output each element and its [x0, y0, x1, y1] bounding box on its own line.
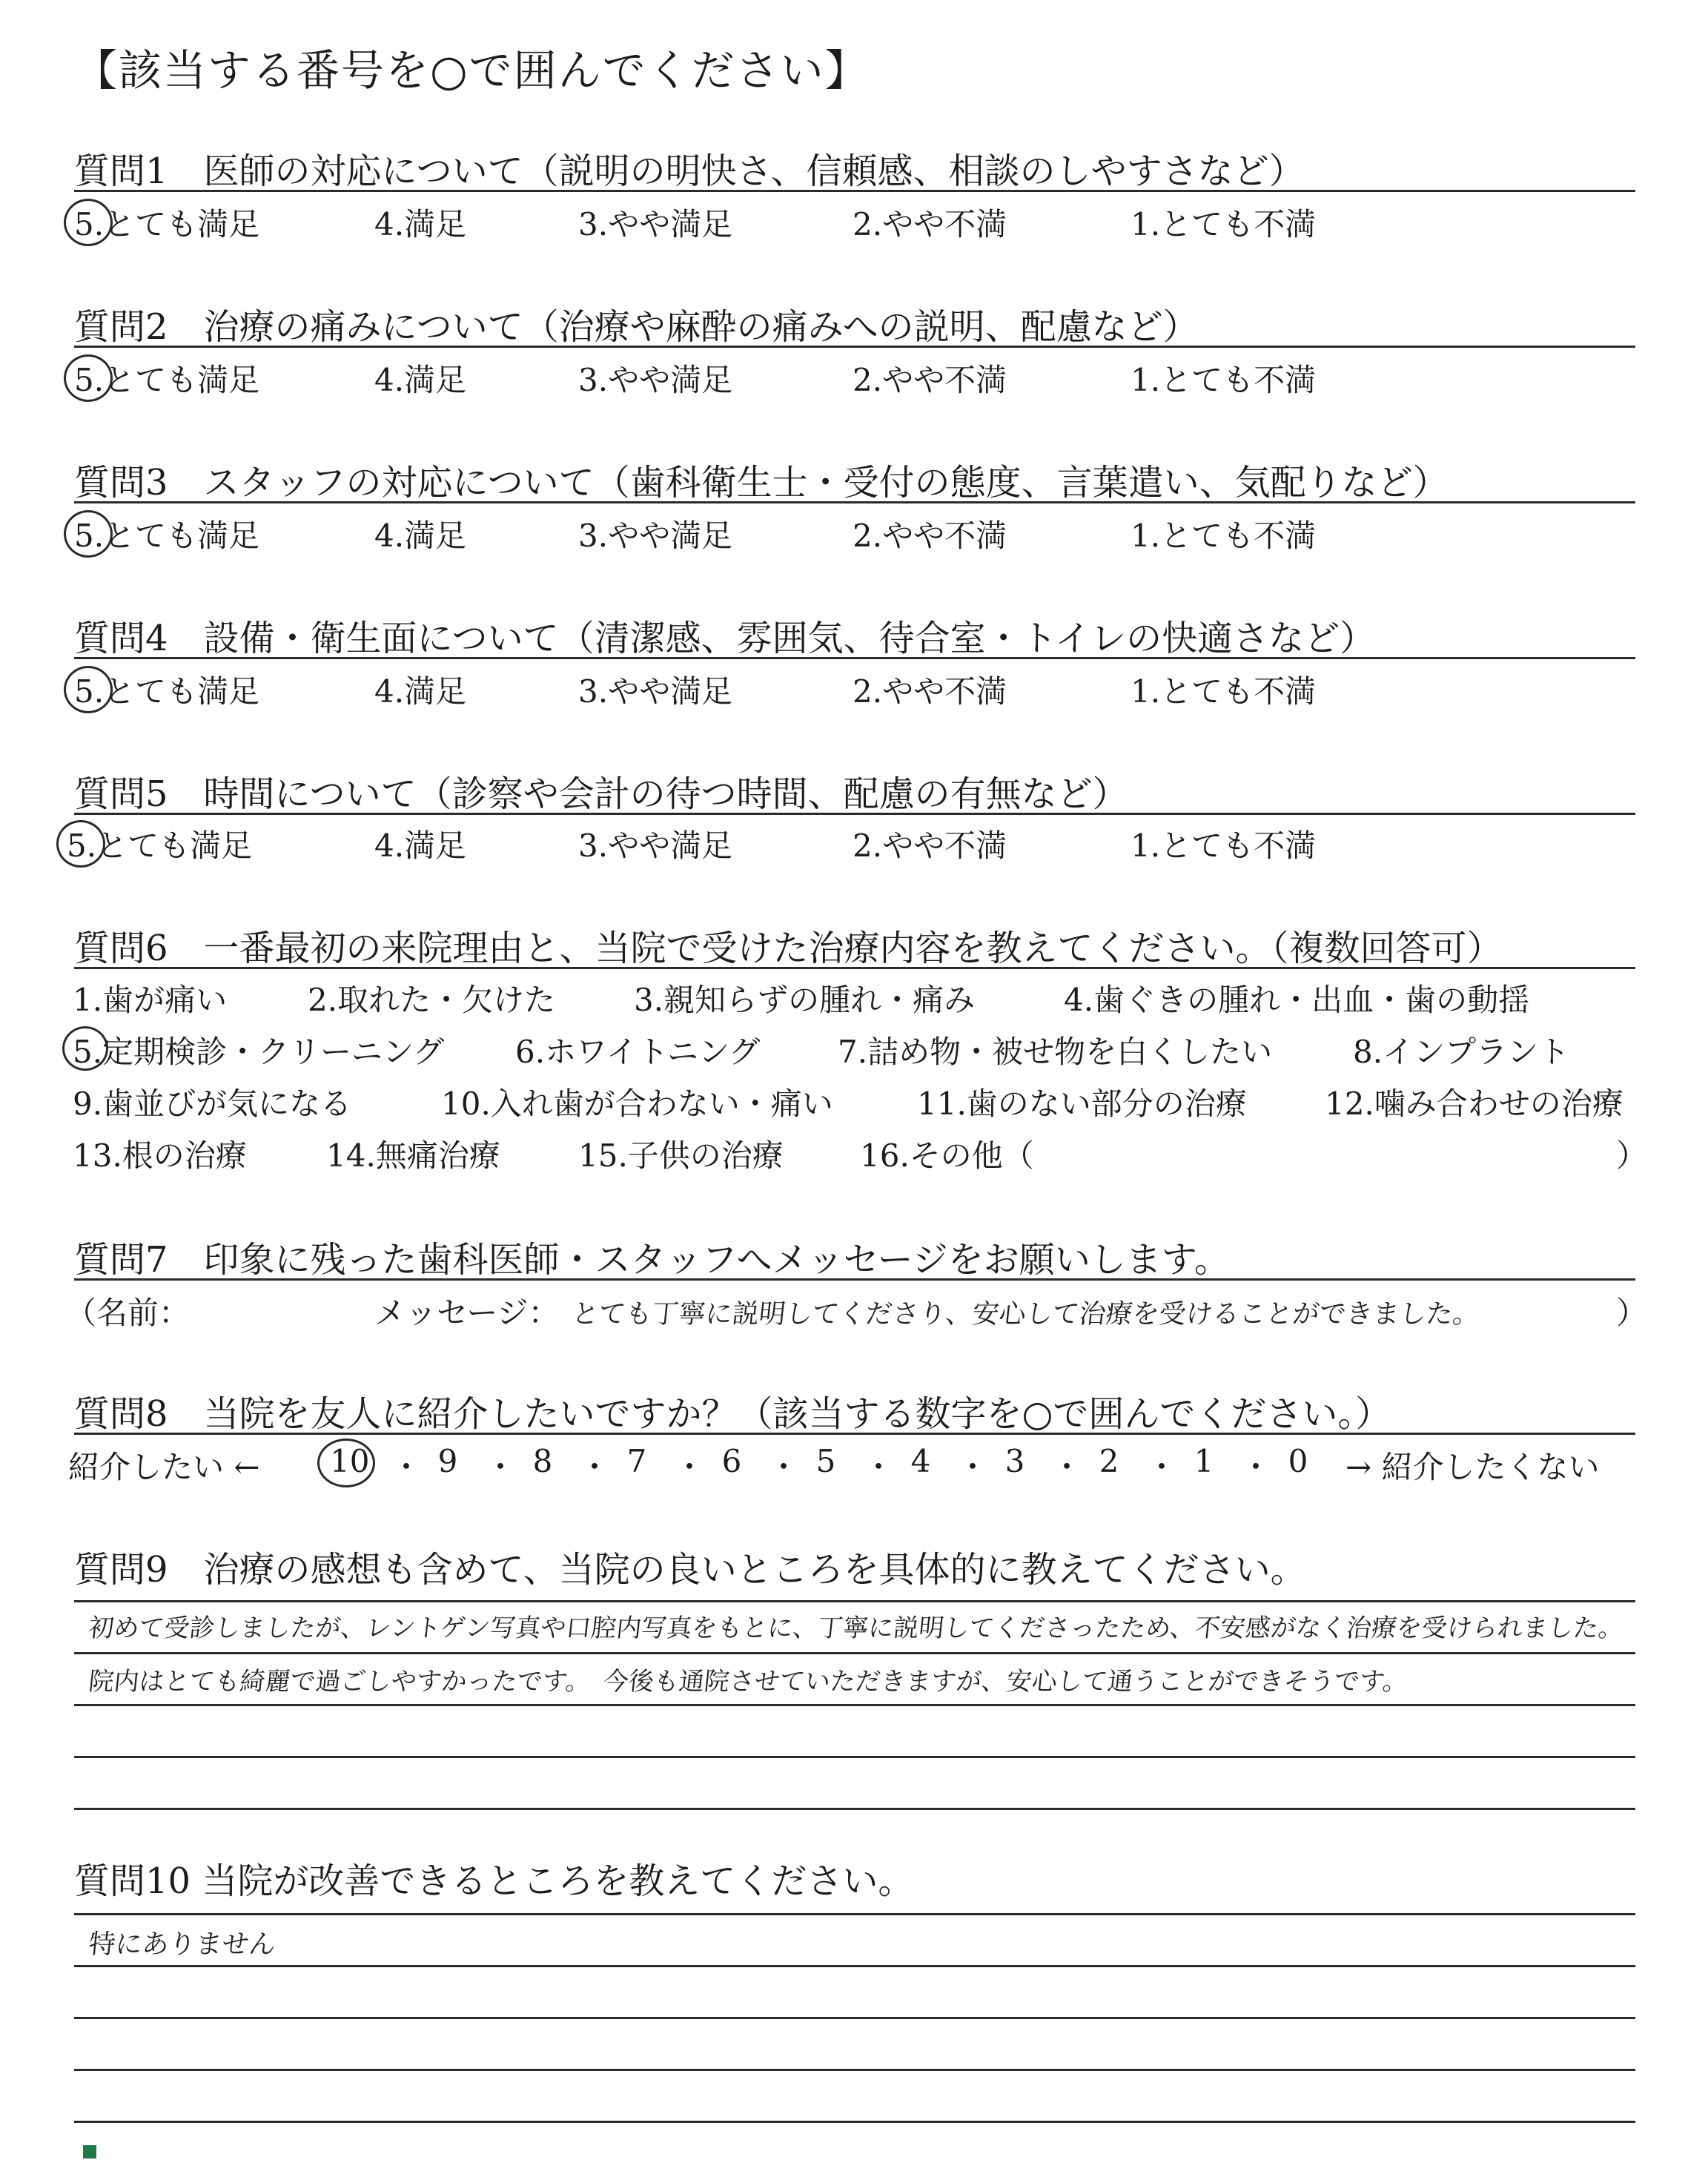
q1-title: 質問1 医師の対応について（説明の明快さ、信頼感、相談のしやすさなど）	[74, 151, 1305, 192]
q7-close-paren: ）	[1616, 1295, 1648, 1331]
q8-scale-3[interactable]: 3	[1004, 1443, 1025, 1479]
q6-rule	[74, 967, 1635, 969]
q2-option-5[interactable]: 5.とても満足	[74, 362, 260, 398]
q2-option-2[interactable]: 2.やや不満	[853, 362, 1007, 398]
q6-option-5[interactable]: 5.定期検診・クリーニング	[73, 1034, 445, 1070]
q4-option-1[interactable]: 1.とても不満	[1131, 673, 1317, 710]
q7-message-text: とても丁寧に説明してくださり、安心して治療を受けることができました。	[570, 1299, 1481, 1330]
q2-option-3[interactable]: 3.やや満足	[578, 362, 733, 398]
q8-right-label: → 紹介したくない	[1345, 1449, 1600, 1485]
q8-left-label: 紹介したい ←	[68, 1449, 260, 1485]
q4-option-5[interactable]: 5.とても満足	[74, 673, 260, 710]
q8-separator: ・	[1051, 1449, 1083, 1485]
q9-answer-line	[74, 1704, 1635, 1706]
q8-scale-2[interactable]: 2	[1099, 1443, 1119, 1479]
q10-answer-line	[74, 1965, 1635, 1967]
q1-option-2[interactable]: 2.やや不満	[853, 206, 1007, 242]
q7-rule	[74, 1278, 1635, 1281]
q6-option-3[interactable]: 3.親知らずの腫れ・痛み	[634, 982, 976, 1018]
q10-answer-line	[74, 2069, 1635, 2071]
q8-scale-5[interactable]: 5	[815, 1443, 836, 1479]
q8-title: 質問8 当院を友人に紹介したいですか？（該当する数字を○で囲んでください。）	[74, 1393, 1391, 1435]
q2-option-1[interactable]: 1.とても不満	[1131, 362, 1317, 398]
q3-title: 質問3 スタッフの対応について（歯科衛生士・受付の態度、言葉遣い、気配りなど）	[74, 462, 1449, 503]
q8-separator: ・	[579, 1449, 611, 1485]
q7-message-label: メッセージ：	[374, 1295, 560, 1331]
q3-option-3[interactable]: 3.やや満足	[578, 518, 733, 554]
q2-title: 質問2 治療の痛みについて（治療や麻酔の痛みへの説明、配慮など）	[74, 306, 1199, 348]
q8-separator: ・	[957, 1449, 989, 1485]
q5-option-3[interactable]: 3.やや満足	[578, 828, 733, 864]
q9-answer-line	[74, 1600, 1635, 1602]
q1-option-4[interactable]: 4.満足	[374, 206, 467, 242]
q6-option-8[interactable]: 8.インプラント	[1353, 1034, 1570, 1070]
q9-answer-line	[74, 1756, 1635, 1758]
q8-separator: ・	[863, 1449, 895, 1485]
q6-option-1[interactable]: 1.歯が痛い	[73, 982, 228, 1018]
q6-option-13[interactable]: 13.根の治療	[73, 1137, 247, 1174]
q9-title: 質問9 治療の感想も含めて、当院の良いところを具体的に教えてください。	[74, 1549, 1306, 1591]
q10-answer-line	[74, 2121, 1635, 2123]
q9-answer-text-1: 初めて受診しましたが、レントゲン写真や口腔内写真をもとに、丁寧に説明してくださったため、不安感がなく治療を受けられました。	[87, 1614, 1626, 1643]
q4-rule	[74, 657, 1635, 659]
q3-option-4[interactable]: 4.満足	[374, 518, 467, 554]
q7-title: 質問7 印象に残った歯科医師・スタッフへメッセージをお願いします。	[74, 1239, 1230, 1281]
q8-scale-0[interactable]: 0	[1288, 1443, 1308, 1479]
q9-answer-text-2: 院内はとても綺麗で過ごしやすかったです。 今後も通院させていただきますが、安心して通うことができそうです。	[87, 1667, 1410, 1697]
q1-option-1[interactable]: 1.とても不満	[1131, 206, 1317, 242]
q5-title: 質問5 時間について（診察や会計の待つ時間、配慮の有無など）	[74, 773, 1128, 815]
q2-option-4[interactable]: 4.満足	[374, 362, 467, 398]
q8-scale-8[interactable]: 8	[532, 1443, 553, 1479]
q6-title: 質問6 一番最初の来院理由と、当院で受けた治療内容を教えてください。（複数回答可）	[74, 928, 1503, 969]
q5-option-5[interactable]: 5.とても満足	[67, 828, 253, 864]
q8-scale-1[interactable]: 1	[1194, 1443, 1214, 1479]
q10-answer-text: 特にありません	[87, 1929, 277, 1960]
q9-answer-line	[74, 1808, 1635, 1810]
q6-other-close-paren: ）	[1616, 1137, 1648, 1174]
q3-option-5[interactable]: 5.とても満足	[74, 518, 260, 554]
q1-option-3[interactable]: 3.やや満足	[578, 206, 733, 242]
q8-separator: ・	[674, 1449, 706, 1485]
q2-rule	[74, 346, 1635, 348]
q8-scale-6[interactable]: 6	[721, 1443, 742, 1479]
page-title: 【該当する番号を○で囲んでください】	[74, 45, 870, 96]
q8-separator: ・	[485, 1449, 517, 1485]
q7-name-label: （名前：	[65, 1295, 191, 1331]
q6-option-11[interactable]: 11.歯のない部分の治療	[917, 1086, 1247, 1122]
q8-separator: ・	[1146, 1449, 1178, 1485]
q8-scale-7[interactable]: 7	[626, 1443, 647, 1479]
q8-separator: ・	[768, 1449, 800, 1485]
q8-rule	[74, 1433, 1635, 1435]
q4-title: 質問4 設備・衛生面について（清潔感、雰囲気、待合室・トイレの快適さなど）	[74, 618, 1376, 659]
q4-option-2[interactable]: 2.やや不満	[853, 673, 1007, 710]
q6-option-9[interactable]: 9.歯並びが気になる	[73, 1086, 352, 1122]
q6-option-4[interactable]: 4.歯ぐきの腫れ・出血・歯の動揺	[1064, 982, 1530, 1018]
q10-answer-line	[74, 2017, 1635, 2019]
q3-rule	[74, 501, 1635, 503]
q5-option-1[interactable]: 1.とても不満	[1131, 828, 1317, 864]
q4-option-3[interactable]: 3.やや満足	[578, 673, 733, 710]
q6-option-7[interactable]: 7.詰め物・被せ物を白くしたい	[838, 1034, 1273, 1070]
green-corner-mark	[83, 2145, 96, 2159]
q8-separator: ・	[1240, 1449, 1272, 1485]
q6-option-15[interactable]: 15.子供の治療	[578, 1137, 784, 1174]
q5-option-4[interactable]: 4.満足	[374, 828, 467, 864]
q8-scale-10[interactable]: 10	[330, 1443, 370, 1479]
q9-answer-line	[74, 1652, 1635, 1654]
q6-option-6[interactable]: 6.ホワイトニング	[515, 1034, 761, 1070]
q6-option-12[interactable]: 12.噛み合わせの治療	[1325, 1086, 1623, 1122]
q10-title: 質問10 当院が改善できるところを教えてください。	[74, 1860, 914, 1902]
q4-option-4[interactable]: 4.満足	[374, 673, 467, 710]
q6-option-16[interactable]: 16.その他（	[860, 1137, 1034, 1174]
q6-option-2[interactable]: 2.取れた・欠けた	[308, 982, 556, 1018]
q5-option-2[interactable]: 2.やや不満	[853, 828, 1007, 864]
q1-option-5[interactable]: 5.とても満足	[74, 206, 260, 242]
q5-rule	[74, 813, 1635, 815]
q1-rule	[74, 190, 1635, 192]
q3-option-1[interactable]: 1.とても不満	[1131, 518, 1317, 554]
q10-answer-line	[74, 1913, 1635, 1915]
q6-option-14[interactable]: 14.無痛治療	[326, 1137, 500, 1174]
q8-scale-4[interactable]: 4	[910, 1443, 931, 1479]
q8-scale-9[interactable]: 9	[437, 1443, 458, 1479]
q6-option-10[interactable]: 10.入れ歯が合わない・痛い	[441, 1086, 833, 1122]
q8-separator: ・	[391, 1449, 423, 1485]
q3-option-2[interactable]: 2.やや不満	[853, 518, 1007, 554]
